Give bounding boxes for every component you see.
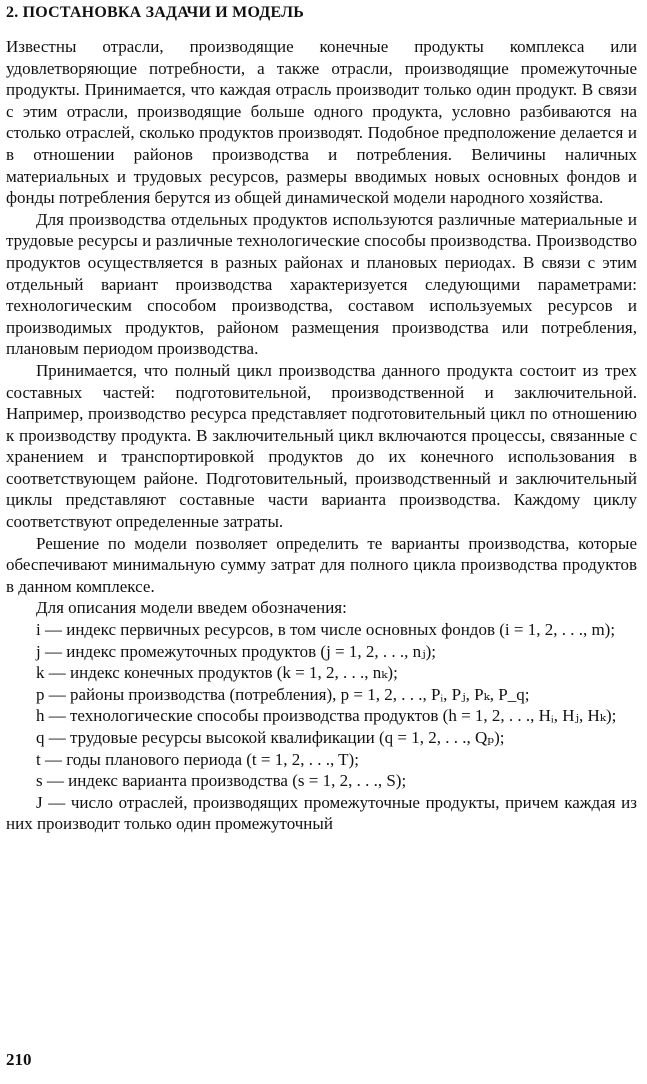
paragraph-1: Известны отрасли, производящие конечные продукты комплекса или удовлетворяющие потребности, а также отрасли, производящие промежуточные продукты. Принимается, что каждая отрасль производит только один продукт. В связи с этим отрасли, производящие больше одного продукта, условно разбиваются на столько отраслей, сколько продуктов производят. Подобное предположение делается и в отношении районов производства и потребления. Величины наличных материальных и трудовых ресурсов, размеры вводимых новых основных фондов и фонды потребления берутся из общей динамической модели народного хозяйства. bbox=[6, 37, 637, 208]
paragraph-5: Для описания модели введем обозначения: bbox=[36, 598, 347, 618]
notation-item-p: p — районы производства (потребления), p = 1, 2, . . ., Pᵢ, Pⱼ, Pₖ, P_q; bbox=[36, 684, 530, 704]
notation-item-q: q — трудовые ресурсы высокой квалификации (q = 1, 2, . . ., Qₚ); bbox=[36, 728, 505, 747]
page-number: 210 bbox=[6, 1050, 32, 1069]
notation-item-s: s — индекс варианта производства (s = 1, 2, . . ., S); bbox=[36, 771, 407, 791]
notation-item-t: t — годы планового периода (t = 1, 2, . . ., T); bbox=[36, 749, 359, 769]
notation-item-j: j — индекс промежуточных продуктов (j = 1, 2, . . ., nⱼ); bbox=[36, 641, 437, 661]
section-heading: 2. ПОСТАНОВКА ЗАДАЧИ И МОДЕЛЬ bbox=[6, 4, 305, 21]
paragraph-2: Для производства отдельных продуктов используются различные материальные и трудовые ресурсы и различные технологические способы производства. Производство продуктов осуществляется в разных районах и плановых периодах. В связи с этим отдельный вариант производства характеризуется следующими параметрами: технологическим способом производства, составом используемых ресурсов и производимых продуктов, районом размещения производства или потребления, плановым периодом производства. bbox=[6, 209, 637, 359]
notation-item-J: J — число отраслей, производящих промежуточные продукты, причем каждая из них производит только один промежуточный bbox=[6, 792, 637, 834]
paragraph-3: Принимается, что полный цикл производства данного продукта состоит из трех составных частей: подготовительной, производственной и заключительной. Например, производство ресурса представляет подготовительный цикл по отношению к производству продукта. В заключительный цикл включаются процессы, связанные с хранением и транспортировкой продуктов до их конечного использования в соответствующем районе. Подготовительный, производственный и заключительный циклы представляют составные части варианта производства. Каждому циклу соответствуют определенные затраты. bbox=[6, 360, 637, 532]
notation-item-h: h — технологические способы производства продуктов (h = 1, 2, . . ., Hᵢ, Hⱼ, Hₖ); bbox=[36, 706, 617, 726]
notation-list bbox=[6, 619, 637, 835]
paragraph-4: Решение по модели позволяет определить те варианты производства, которые обеспечивают минимальную сумму затрат для полного цикла производства продуктов в данном комплексе. bbox=[6, 533, 637, 596]
notation-item-k: k — индекс конечных продуктов (k = 1, 2, . . ., nₖ); bbox=[36, 663, 398, 683]
notation-item-i: i — индекс первичных ресурсов, в том числе основных фондов (i = 1, 2, . . ., m); bbox=[36, 620, 616, 640]
